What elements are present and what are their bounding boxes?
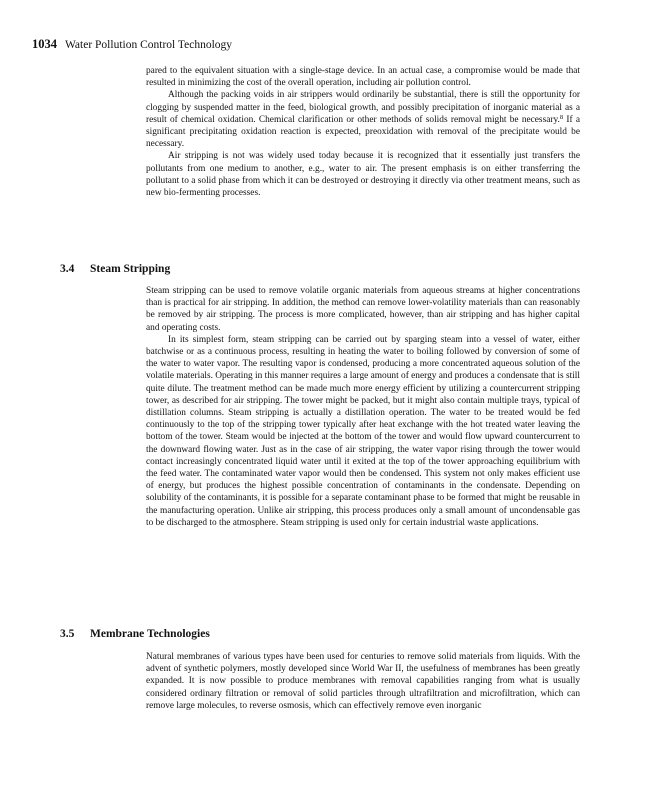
section-title: Steam Stripping	[90, 263, 171, 275]
paragraph-text: Although the packing voids in air strippers would ordinarily be substantial, there is still the opportunity for clogging by suspended matter in the feed, biological growth, and possibly precipitation of inorganic material as a result of chemical oxidation. Chemical clarification or other methods of solids removal might be necessary.	[146, 90, 580, 125]
membrane-text-block	[146, 651, 580, 712]
section-title: Membrane Technologies	[90, 628, 210, 640]
paragraph: pared to the equivalent situation with a single-stage device. In an actual case, a compromise would be made that resulted in minimizing the cost of the overall operation, including air pollution control.	[146, 66, 580, 89]
reference-superscript: 8	[559, 113, 564, 121]
section-heading-membrane-technologies	[60, 628, 210, 640]
paragraph	[146, 89, 580, 150]
page-number: 1034	[32, 37, 57, 51]
book-title: Water Pollution Control Technology	[65, 39, 233, 51]
section-number: 3.4	[60, 263, 75, 275]
running-header	[32, 37, 232, 52]
paragraph: In its simplest form, steam stripping can be carried out by sparging steam into a vessel of water, either batchwise or as a continuous process, resulting in heating the water to boiling followed by conversion of some of the water to water vapor. The resulting vapor is condensed, producing a more concentrated aqueous solution of the volatile materials. Operating in this manner requires a large amount of energy and produces a condensate that is still quite dilute. The treatment method can be made much more energy efficient by utilizing a countercurrent stripping tower, as described for air stripping. The tower might be packed, but it might also contain multiple trays, typical of distillation columns. Steam stripping is actually a distillation operation. The water to be treated would be fed continuously to the top of the stripping tower typically after heat exchange with the hot treated water leaving the bottom of the tower. Steam would be injected at the bottom of the tower and would flow upward countercurrent to the downward flowing water. Just as in the case of air stripping, the water vapor rising through the tower would contact increasingly concentrated liquid water until it exited at the top of the tower approaching equilibrium with the feed water. The contaminated water vapor would then be condensed. This system not only makes efficient use of energy, but produces the highest possible concentration of contaminants in the condensate. Depending on solubility of the contaminants, it is possible for a separate contaminant phase to be formed that might be reusable in the manufacturing operation. Unlike air stripping, this process produces only a small amount of uncondensable gas to be discharged to the atmosphere. Steam stripping is used only for certain industrial waste applications.	[146, 334, 580, 528]
section-heading-steam-stripping	[60, 263, 170, 275]
paragraph-text: If a significant precipitating oxidation reaction is expected, preoxidation with removal of the precipitate would be necessary.	[146, 114, 580, 150]
steam-stripping-text-block	[146, 285, 580, 529]
paragraph: Air stripping is not was widely used today because it is recognized that it essentially just transfers the pollutants from one medium to another, e.g., water to air. The present emphasis is on either transferring the pollutant to a solid phase from which it can be destroyed or destroying it directly via other treatment means, such as new bio-fermenting processes.	[146, 151, 580, 199]
paragraph: Natural membranes of various types have been used for centuries to remove solid materials from liquids. With the advent of synthetic polymers, mostly developed since World War II, the usefulness of membranes has been greatly expanded. It is now possible to produce membranes with removal capabilities ranging from what is usually considered ordinary filtration or removal of solid particles through ultrafiltration and microfiltration, which can remove large molecules, to reverse osmosis, which can effectively remove even inorganic	[146, 652, 580, 711]
paragraph: Steam stripping can be used to remove volatile organic materials from aqueous streams at higher concentrations than is practical for air stripping. In addition, the method can remove lower-volatility materials than can reasonably be removed by air stripping. The process is more complicated, however, than air stripping and has higher capital and operating costs.	[146, 286, 580, 333]
section-number: 3.5	[60, 628, 75, 640]
intro-text-block	[146, 65, 580, 199]
